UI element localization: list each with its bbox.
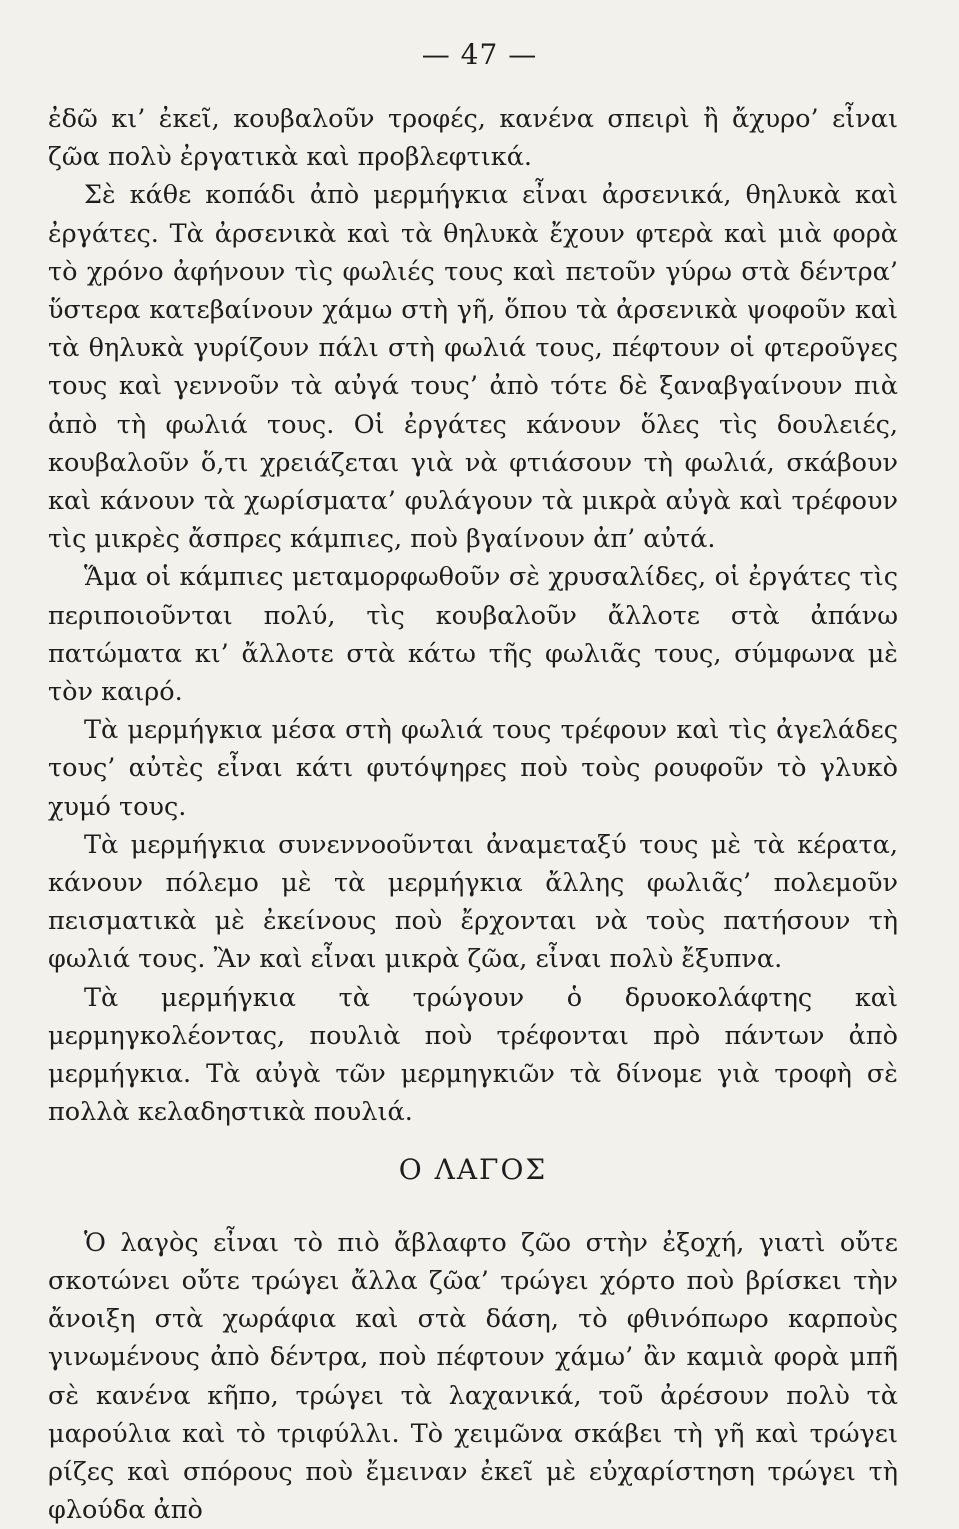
section-title: Ο ΛΑΓΟΣ [398,1153,548,1187]
paragraph-predators: Τὰ μερμήγκια τὰ τρώγουν ὁ δρυοκολάφτης καὶ μερμηγκολέοντας, πουλιὰ ποὺ τρέφονται πρὸ πάντων ἀπὸ μερμήγκια. Τὰ αὐγὰ τῶν μερμηγκιῶν τὰ δίνομε γιὰ τροφὴ σὲ πολλὰ κελαδηστικὰ πουλιά. [48,982,898,1128]
paragraph-chrysalises: Ἅμα οἱ κάμπιες μεταμορφωθοῦν σὲ χρυσαλίδες, οἱ ἐργάτες τὶς περιποιοῦνται πολύ, τὶς κουβαλοῦν ἄλλοτε στὰ ἀπάνω πατώματα κι’ ἄλλοτε στὰ κάτω τῆς φωλιᾶς τους, σύμφωνα μὲ τὸν καιρό. [48,562,898,708]
paragraph-colony-castes: Σὲ κάθε κοπάδι ἀπὸ μερμήγκια εἶναι ἀρσενικά, θηλυκὰ καὶ ἐργάτες. Τὰ ἀρσενικὰ καὶ τὰ θηλυκὰ ἔχουν φτερὰ καὶ μιὰ φορὰ τὸ χρόνο ἀφήνουν τὶς φωλιές τους καὶ πετοῦν γύρω στὰ δέντρα’ ὕστερα κατεβαίνουν χάμω στὴ γῆ, ὅπου τὰ ἀρσενικὰ ψοφοῦν καὶ τὰ θηλυκὰ γυρίζουν πάλι στὴ φωλιά τους, πέφτουν οἱ φτεροῦγες τους καὶ γεννοῦν τὰ αὐγά τους’ ἀπὸ τότε δὲ ξαναβγαίνουν πιὰ ἀπὸ τὴ φωλιά τους. Οἱ ἐργάτες κάνουν ὅλες τὶς δουλειές, κουβαλοῦν ὅ,τι χρειάζεται γιὰ νὰ φτιάσουν τὴ φωλιά, σκάβουν καὶ κάνουν τὰ χωρίσματα’ φυλάγουν τὰ μικρὰ αὐγὰ καὶ τρέφουν τὶς μικρὲς ἄσπρες κάμπιες, ποὺ βγαίνουν ἀπ’ αὐτά. [48,180,898,555]
paragraph-hare: Ὁ λαγὸς εἶναι τὸ πιὸ ἄβλαφτο ζῶο στὴν ἐξοχή, γιατὶ οὔτε σκοτώνει οὔτε τρώγει ἄλλα ζῶα’ τρώγει χόρτο ποὺ βρίσκει τὴν ἄνοιξη στὰ χωράφια καὶ στὰ δάση, τὸ φθινόπωρο καρποὺς γινωμένους ἀπὸ δέντρα, ποὺ πέφτουν χάμω’ ἂν καμιὰ φορὰ μπῆ σὲ κανένα κῆπο, τρώγει τὰ λαχανικά, τοῦ ἀρέσουν πολὺ τὰ μαρούλια καὶ τὸ τριφύλλι. Τὸ χειμῶνα σκάβει τὴ γῆ καὶ τρώγει ρίζες καὶ σπόρους ποὺ ἔμειναν ἐκεῖ μὲ εὐχαρίστηση τρώγει τὴ φλούδα ἀπὸ [48,1227,898,1526]
paragraph-aphids: Τὰ μερμήγκια μέσα στὴ φωλιά τους τρέφουν καὶ τὶς ἀγελάδες τους’ αὐτὲς εἶναι κάτι φυτόψηρες ποὺ τοὺς ρουφοῦν τὸ γλυκὸ χυμό τους. [48,715,898,822]
paragraph-continuation: ἐδῶ κι’ ἐκεῖ, κουβαλοῦν τροφές, κανένα σπειρὶ ἢ ἄχυρο’ εἶναι ζῶα πολὺ ἐργατικὰ καὶ προβλεφτικά. [48,104,898,173]
body-text [48,100,898,1529]
page-number: — 47 — [421,38,538,71]
paragraph-communication: Τὰ μερμήγκια συνεννοοῦνται ἀναμεταξύ τους μὲ τὰ κέρατα, κάνουν πόλεμο μὲ τὰ μερμήγκια ἄλλης φωλιᾶς’ πολεμοῦν πεισματικὰ μὲ ἐκείνους ποὺ ἔρχονται νὰ τοὺς πατήσουν τὴ φωλιά τους. Ἂν καὶ εἶναι μικρὰ ζῶα, εἶναι πολὺ ἔξυπνα. [48,829,898,975]
